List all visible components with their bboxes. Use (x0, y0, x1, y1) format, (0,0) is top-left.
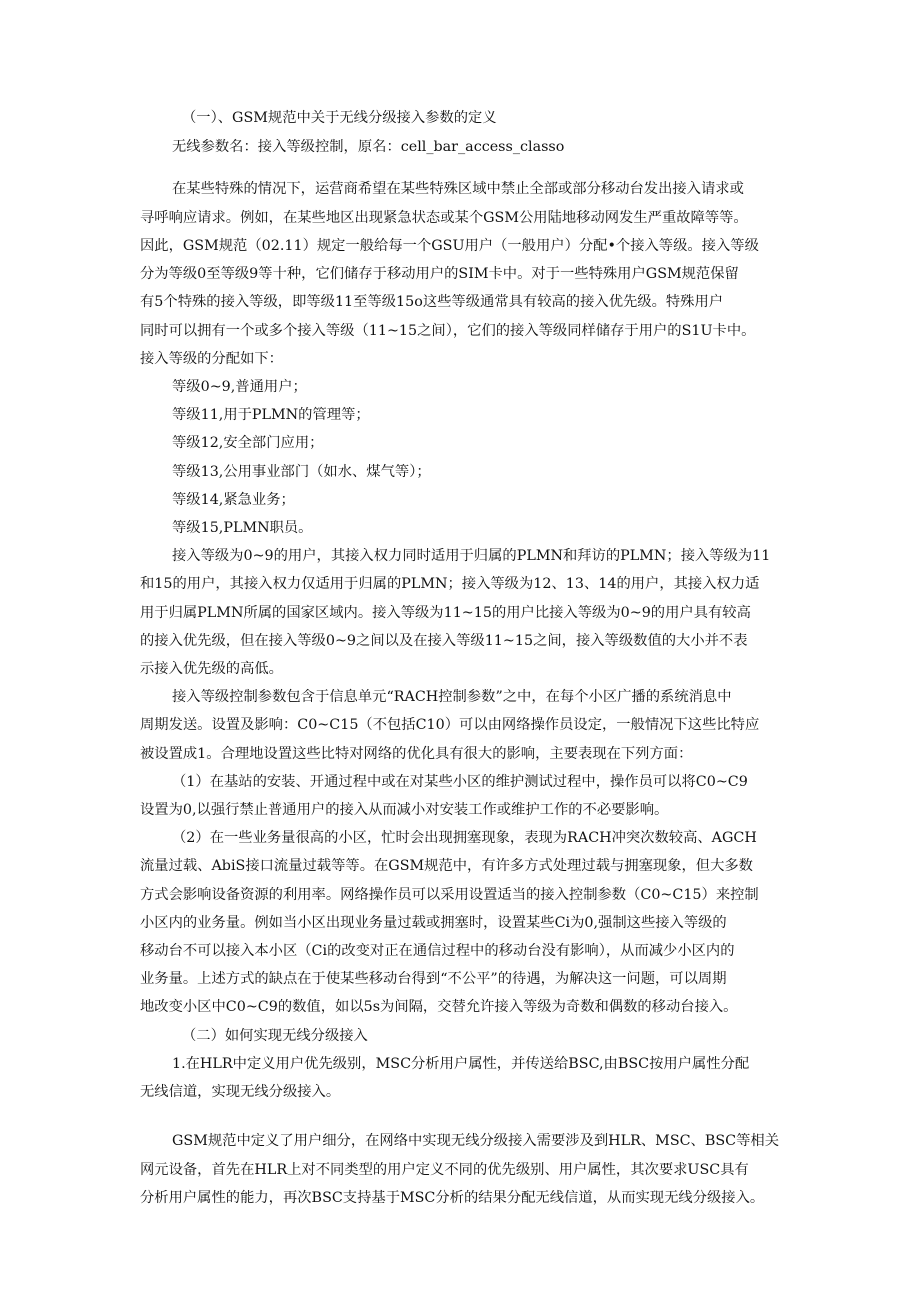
para4-line: 1.在HLR中定义用户优先级别，MSC分析用户属性，并传送给BSC,由BSC按用户属性分配 (172, 1056, 750, 1072)
para3-line: 周期发送。设置及影响：C0~C15（不包括C10）可以由网络操作员设定，一般情况下这些比特应 (140, 717, 760, 733)
level-item: 等级12,安全部门应用； (172, 435, 324, 451)
item2-line: 小区内的业务量。例如当小区出现业务量过载或拥塞时，设置某些Ci为0,强制这些接入等级的 (140, 915, 727, 931)
item1-line: 设置为0,以强行禁止普通用户的接入从而减小对安装工作或维护工作的不必要影响。 (140, 802, 669, 818)
level-item: 等级13,公用事业部门（如水、煤气等）； (172, 464, 431, 480)
para2-line: 和15的用户，其接入权力仅适用于归属的PLMN；接入等级为12、13、14的用户，其接入权力适 (140, 576, 760, 592)
para4-line: 无线信道，实现无线分级接入。 (140, 1084, 341, 1100)
item2-line: 方式会影响设备资源的利用率。网络操作员可以采用设置适当的接入控制参数（C0~C15）来控制 (140, 887, 759, 903)
para1-line: 在某些特殊的情况下，运营商希望在某些特殊区域中禁止全部或部分移动台发出接入请求或 (172, 181, 744, 197)
param-name-line: 无线参数名：接入等级控制，原名：cell_bar_access_classo (172, 139, 565, 155)
para2-line: 接入等级为0~9的用户，其接入权力同时适用于归属的PLMN和拜访的PLMN；接入等级为11 (172, 548, 771, 564)
para2-line: 示接入优先级的高低。 (140, 661, 283, 677)
para2-line: 用于归属PLMN所属的国家区域内。接入等级为11~15的用户比接入等级为0~9的用户具有较高 (140, 605, 751, 621)
level-item: 等级14,紧急业务； (172, 492, 295, 508)
item2-line: 移动台不可以接入本小区（Ci的改变对正在通信过程中的移动台没有影响），从而减少小区内的 (140, 943, 735, 959)
section1-heading: （一）、GSM规范中关于无线分级接入参数的定义 (182, 110, 497, 126)
para5-line: 分析用户属性的能力，再次BSC支持基于MSC分析的结果分配无线信道，从而实现无线分级接入。 (140, 1190, 765, 1206)
para1-line: 同时可以拥有一个或多个接入等级（11~15之间），它们的接入等级同样储存于用户的S1U卡中。 (140, 323, 756, 339)
item2-line: 业务量。上述方式的缺点在于使某些移动台得到“不公平”的待遇，为解决这一问题，可以周期 (140, 971, 727, 987)
para5-line: 网元设备，首先在HLR上对不同类型的用户定义不同的优先级别、用户属性，其次要求USC具有 (140, 1162, 749, 1178)
para3-line: 被设置成1。合理地设置这些比特对网络的优化具有很大的影响，主要表现在下列方面： (140, 746, 693, 762)
para3-line: 接入等级控制参数包含于信息单元“RACH控制参数”之中，在每个小区广播的系统消息中 (172, 689, 732, 705)
item2-line: 地改变小区中C0~C9的数值，如以5s为间隔，交替允许接入等级为奇数和偶数的移动台接入。 (140, 999, 738, 1015)
para1-line: 有5个特殊的接入等级，即等级11至等级15o这些等级通常具有较高的接入优先级。特殊用户 (140, 294, 724, 310)
item1-line: （1）在基站的安装、开通过程中或在对某些小区的维护测试过程中，操作员可以将C0~C9 (172, 774, 748, 790)
section2-heading: （二）如何实现无线分级接入 (182, 1028, 368, 1044)
para1-line: 接入等级的分配如下： (140, 351, 283, 367)
para1-line: 分为等级0至等级9等十种，它们储存于移动用户的SIM卡中。对于一些特殊用户GSM规范保留 (140, 266, 739, 282)
item2-line: 流量过载、AbiS接口流量过载等等。在GSM规范中，有许多方式处理过载与拥塞现象，但大多数 (140, 858, 753, 874)
para1-line: 寻呼响应请求。例如，在某些地区出现紧急状态或某个GSM公用陆地移动网发生严重故障等等。 (140, 210, 748, 226)
para5-line: GSM规范中定义了用户细分，在网络中实现无线分级接入需要涉及到HLR、MSC、BSC等相关 (172, 1133, 779, 1149)
para2-line: 的接入优先级，但在接入等级0~9之间以及在接入等级11~15之间，接入等级数值的大小并不表 (140, 633, 748, 649)
item2-line: （2）在一些业务量很高的小区，忙时会出现拥塞现象，表现为RACH冲突次数较高、AGCH (172, 830, 757, 846)
level-item: 等级11,用于PLMN的管理等； (172, 407, 370, 423)
level-item: 等级0~9,普通用户； (172, 379, 307, 395)
level-item: 等级15,PLMN职员。 (172, 520, 313, 536)
para1-line: 因此，GSM规范（02.11）规定一般给每一个GSU用户（一般用户）分配•个接入等级。接入等级 (140, 238, 759, 254)
